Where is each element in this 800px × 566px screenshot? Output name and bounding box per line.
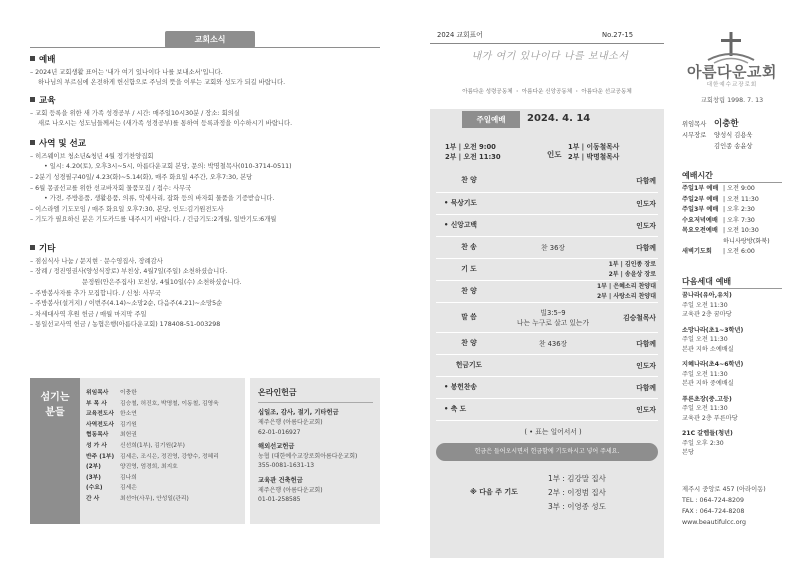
section-bullet-icon (30, 140, 35, 145)
worship-order-leader (623, 303, 656, 332)
online-offering-line: 제주은행 (아름다운교회) (258, 486, 323, 494)
worship-time-name: 주일2부 예배 (682, 195, 719, 203)
worship-order-row (436, 236, 658, 258)
worship-time-row (682, 237, 770, 248)
news-header: 교회소식 (165, 31, 255, 48)
worship-order-row (436, 420, 658, 442)
worship-time-row (682, 184, 770, 195)
worship-order-label: • 신앙고백 (444, 220, 477, 229)
worship-order-detail (496, 303, 610, 332)
news-line: – 2분기 성경필구40일/ 4.23(화)~5.14(화), 매주 화요일 4주간, 오후7:30, 본당 (30, 174, 253, 182)
address-line: 제주시 중앙로 457 (아라이동) (682, 486, 766, 493)
pastor-role: 위임목사 (682, 121, 707, 128)
next-gen-group-line: 주일 오전 11:30 (682, 301, 728, 309)
news-line: – 이스라엘 기도모임 / 매주 화요일 오후7:30, 본당, 인도:김기원전도사 (30, 205, 224, 213)
next-gen-group-line: 본관 지하 소예배실 (682, 345, 734, 353)
worship-order-leader (636, 399, 656, 420)
worship-order-row (436, 354, 658, 376)
worship-order-label: • 축 도 (444, 404, 467, 413)
worship-order-row (436, 192, 658, 214)
worship-order-leader (636, 377, 656, 398)
elder-role: 시무장로 (682, 132, 707, 139)
staff-row (86, 420, 245, 431)
worship-order-leader (636, 170, 656, 192)
address-line: www.beautifulcc.org (682, 519, 747, 526)
worship-order-row (436, 280, 658, 302)
next-gen-group-title: 꿈나라(유아,유치) (682, 292, 732, 299)
news-section-title (30, 96, 380, 108)
worship-time-value: | 오전 6:00 (723, 248, 755, 255)
news-section-title (30, 55, 380, 67)
leader-1: 1부 | 이동철목사 (568, 143, 620, 151)
staff-names: 김승철, 허진호, 박명철, 이동철, 김영욱 (120, 400, 219, 407)
worship-order-detail (496, 399, 610, 420)
staff-names: 김세은 (120, 485, 137, 492)
next-prayer-label: ※ 다음 주 기도 (470, 488, 518, 496)
worship-order-detail-line: 빌3:5–9 (540, 308, 566, 317)
staff-role: 성 가 사 (86, 442, 107, 449)
worship-times-title: 예배시간 (682, 171, 713, 180)
address-line: FAX : 064-724-8208 (682, 508, 745, 515)
worship-order-leader-line: 2부 | 송윤상 장로 (608, 270, 656, 278)
worship-time-value: | 오후 7:30 (723, 216, 755, 224)
next-gen-group-line: 본관 지하 중예배실 (682, 380, 734, 387)
worship-order-leader (597, 281, 656, 302)
worship-order-leader-line: 다함께 (636, 243, 656, 252)
next-prayer-1: 1부 : 김강말 집사 (548, 474, 606, 483)
worship-order-label: 찬 양 (461, 338, 477, 347)
next-gen-group-line: 본당 (682, 449, 694, 456)
elders-line-1: 양성식 김용욱 (714, 132, 753, 139)
staff-row (86, 483, 245, 494)
staff-role: 부 목 사 (86, 400, 107, 407)
news-section-title (30, 139, 380, 151)
news-line: – 차세대사역 후원 헌금 / 매월 마지막 주일 (30, 310, 147, 318)
section-bullet-icon (30, 56, 35, 61)
staff-row (86, 388, 245, 399)
staff-names: 김세은, 조시은, 정진영, 강향수, 정혜리 (120, 453, 219, 460)
online-offering-groups (258, 409, 380, 510)
pastor-info (682, 119, 753, 152)
online-offering-divider (258, 402, 373, 403)
news-section (30, 139, 380, 226)
worship-order-row (436, 332, 658, 354)
next-gen-title: 다음세대 예배 (682, 277, 732, 286)
news-line: – 점심식사 나눔 / 문지현 · 문수영집사, 장례감사 (30, 257, 163, 265)
staff-label-line2: 분들 (45, 407, 65, 418)
next-gen-group-title: 지혜나라(초4~6학년) (682, 361, 744, 368)
worship-order-leader-line: 다함께 (636, 177, 656, 185)
worship-order-leader-line: 인도자 (636, 199, 656, 208)
news-section-title-text: 교육 (39, 96, 56, 106)
news-line: 문정원(안은주집사) 모친상, 4월10일(수) 소천하셨습니다. (82, 279, 242, 287)
worship-order-detail (496, 421, 610, 442)
leader-2: 2부 | 박명철목사 (568, 153, 620, 161)
online-offering-line: 제주은행 (아름다운교회) (258, 419, 323, 426)
worship-order-detail (496, 377, 610, 398)
worship-order-detail (496, 333, 610, 354)
worship-time-row (682, 205, 770, 216)
news-line: – 주방봉사(설거지) / 이번주(4.14)~소망2순, 다음주(4.21)~소망5순 (30, 300, 223, 308)
worship-time-row (682, 195, 770, 206)
staff-row (86, 473, 245, 484)
worship-time-name: 새벽기도회 (682, 248, 712, 255)
worship-order-leader (636, 215, 656, 236)
worship-order-leader-line: 인도자 (636, 361, 656, 370)
worship-order-label: 찬 양 (461, 286, 477, 295)
staff-role: 반주 (1부) (86, 453, 115, 460)
worship-order-label: 기 도 (461, 264, 477, 273)
staff-row (86, 430, 245, 441)
worship-order-leader-line: 인도자 (636, 221, 656, 230)
news-section-title (30, 244, 380, 256)
year-motto: 내가 여기 있나이다 나를 보내소서 (471, 51, 629, 62)
next-gen-group-line: 주일 오전 11:30 (682, 336, 728, 343)
staff-names: 최헌권 (120, 432, 137, 439)
church-denomination: 대한예수교장로회 (706, 82, 758, 88)
staff-names: 한소연 (120, 411, 137, 418)
news-line: – 장례 / 정진영권사(양성식장로) 부친상, 4월7일(주일) 소천하셨습니다. (30, 268, 228, 276)
worship-order-label: • 봉헌찬송 (444, 382, 477, 391)
church-name: 아름다운교회 (687, 63, 777, 81)
worship-order-leader (636, 333, 656, 354)
spacer (258, 505, 380, 511)
church-cross-logo-icon (706, 30, 756, 64)
staff-names: 최선아(사무), 안성일(관리) (120, 495, 189, 502)
online-offering-title: 온라인헌금 (258, 388, 297, 397)
worship-order-label: 찬 송 (461, 242, 477, 251)
worship-order-detail (496, 193, 610, 214)
worship-order (436, 170, 658, 442)
online-offering-group-title: 교육관 건축헌금 (258, 476, 303, 484)
online-offering-line: 농협 (대한예수교장로회아름다운교회) (258, 452, 358, 460)
worship-order-label: 헌금기도 (455, 360, 483, 369)
next-gen-group-line: 주일 오전 11:30 (682, 405, 728, 412)
news-line: – 히즈웨이브 청소년&청년 4월 정기찬양집회 (30, 152, 154, 160)
church-address (682, 484, 766, 528)
section-bullet-icon (30, 97, 35, 102)
staff-role: (3부) (86, 474, 101, 481)
news-line: – 교회 등록을 위한 새 가족 성경공부 / 시간: 매주일10시30분 / 장소: 회의실 (30, 109, 240, 117)
next-gen-group-line: 주일 오전 11:30 (682, 370, 728, 378)
staff-role: (수요) (86, 485, 103, 492)
worship-order-label: • 묵상기도 (444, 198, 477, 207)
worship-order-row (436, 376, 658, 398)
news-section (30, 55, 380, 89)
worship-order-detail-line: 나는 누구로 살고 있는가 (516, 318, 590, 327)
next-gen-group-title: 소망나라(초1~3학년) (682, 326, 744, 334)
news-section-title-text: 예배 (39, 55, 56, 65)
worship-order-detail (496, 215, 610, 236)
worship-time-row (682, 226, 770, 237)
next-gen-list (682, 291, 743, 464)
worship-time-value: | 오전 9:00 (723, 185, 755, 192)
news-section-title-text: 기타 (39, 244, 56, 254)
staff-list (80, 378, 245, 524)
news-line: • 가전, 주방용품, 생활용품, 의류, 악세사리, 잡화 등의 바자회 물품을 기증받습니다. (44, 195, 275, 203)
worship-time-row (682, 247, 770, 258)
worship-order-row (436, 258, 658, 280)
staff-row (86, 409, 245, 420)
worship-time-value: | 오전 10:30 (723, 227, 759, 234)
worship-time-name: 수요저녁예배 (682, 216, 718, 224)
news-line: • 일시: 4.20(토), 오후3시~5시, 아름다운교회 본당, 문의: 박명철목사(010-3714-0511) (44, 163, 292, 171)
elders-line-2: 김인종 송윤상 (714, 143, 753, 150)
pastor-name: 이충한 (714, 119, 739, 129)
next-gen-group-title: 푸른초장(중.고등) (682, 395, 732, 403)
worship-order-leader-line: 다함께 (636, 383, 656, 392)
online-offering-group-title: 십일조, 감사, 절기, 기타헌금 (258, 409, 339, 417)
worship-time-value: | 오전 11:30 (723, 195, 759, 203)
staff-role: 협동목사 (86, 432, 109, 439)
church-pillars: 아름다운 성령공동체 ・ 아름다운 신앙공동체 ・ 아름다운 선교공동체 (462, 89, 632, 95)
next-gen-group-line: 교육관 2층 꿈마당 (682, 311, 732, 318)
staff-row (86, 494, 245, 505)
worship-order-row (436, 214, 658, 236)
staff-role: 위임목사 (86, 390, 109, 396)
church-founded: 교회창립 1998. 7. 13 (700, 97, 764, 104)
staff-names: 김기원 (120, 421, 137, 428)
worship-order-leader-line: 김승철목사 (623, 313, 656, 322)
service-tab: 주일예배 (462, 111, 520, 128)
next-gen-group-title: 21C 갈렙들(청년) (682, 430, 733, 437)
worship-times-list (682, 184, 770, 258)
center-divider (430, 43, 664, 44)
staff-row (86, 462, 245, 473)
news-line: – 2024년 교회생활 표어는 '내가 여기 있나이다 나를 보내소서'입니다. (30, 68, 223, 76)
next-prayer-2: 2부 : 이정범 집사 (548, 488, 606, 497)
worship-order-detail-line: 찬 436장 (538, 339, 568, 348)
staff-row (86, 399, 245, 410)
staff-role: 사역전도사 (86, 421, 114, 428)
worship-order-detail (496, 259, 610, 280)
news-line: – 기도가 필요하신 분은 기도카드를 내주시기 바랍니다. / 긴급기도:2개월, 일반기도:6개월 (30, 216, 277, 224)
address-line: TEL : 064-724-8209 (682, 497, 745, 504)
year-motto-label: 2024 교회표어 (437, 31, 483, 39)
staff-names: 김나희 (120, 474, 137, 481)
staff-names: 양진영, 엄경희, 최지호 (120, 464, 178, 471)
worship-order-row (436, 170, 658, 192)
next-gen-divider (682, 288, 782, 289)
worship-order-detail-line: 찬 36장 (541, 243, 565, 252)
news-line: 하나님의 부르심에 온전하게 헌신함으로 주님의 뜻을 이루는 교회와 성도가 되길 바랍니다. (38, 79, 286, 87)
online-offering-line: 62-01-016927 (258, 428, 301, 436)
worship-time-row (682, 216, 770, 227)
online-offering-group-title: 해외선교헌금 (258, 443, 295, 450)
news-divider (30, 47, 380, 48)
news-section-title-text: 사역 및 선교 (39, 139, 86, 149)
staff-names: 이충한 (120, 390, 137, 396)
news-line: 새로 나오시는 성도님들께서는 (새가족 성경공부)를 통하여 등록과정을 이수하시기 바랍니다. (38, 120, 293, 128)
online-offering-box (250, 378, 380, 524)
section-bullet-icon (30, 245, 35, 250)
staff-row (86, 441, 245, 452)
worship-order-detail (496, 355, 610, 376)
next-gen-group-line: 교육관 2층 푸른마당 (682, 414, 738, 422)
online-offering-line: 355-0081-1631-13 (258, 462, 315, 470)
staff-label (30, 378, 80, 524)
worship-order-leader (609, 259, 656, 280)
worship-order-row (436, 398, 658, 420)
news-section (30, 244, 380, 331)
online-offering-line: 01-01-258585 (258, 496, 301, 504)
worship-order-detail (496, 170, 610, 192)
worship-order-detail (496, 281, 610, 302)
worship-time-name: 주일3부 예배 (682, 206, 719, 213)
worship-time-value: 하니사랑방(화북) (723, 237, 770, 245)
staff-names: 신선희(1부), 김기원(2부) (120, 442, 185, 449)
staff-role: 간 사 (86, 495, 100, 502)
service-date: 2024. 4. 14 (527, 113, 591, 124)
staff-row (86, 452, 245, 463)
worship-order-row (436, 302, 658, 332)
worship-order-leader-line: 1부 | 은혜소리 찬양대 (596, 282, 656, 290)
worship-order-detail-line: ( • 표는 일어서서 ) (524, 427, 582, 436)
worship-order-label: 말 씀 (461, 312, 477, 321)
worship-order-leader (636, 355, 656, 376)
worship-order-label (444, 421, 494, 442)
next-prayer-list (548, 472, 606, 514)
worship-order-label: 찬 양 (461, 176, 477, 185)
worship-order-leader-line: 인도자 (636, 405, 656, 414)
news-line: – 통일선교사역 헌금 / 농협은행(아름다운교회) 178408-51-003298 (30, 321, 221, 329)
worship-order-leader (636, 193, 656, 214)
worship-order-leader (636, 237, 656, 258)
worship-time-name: 목요오전예배 (682, 227, 718, 234)
next-prayer-3: 3부 : 이영종 성도 (548, 502, 606, 511)
worship-time-name: 주일1부 예배 (682, 185, 719, 192)
staff-role: (2부) (86, 464, 101, 471)
news-section (30, 96, 380, 130)
spacer (682, 458, 743, 464)
worship-times-divider (682, 182, 782, 183)
service-time-2: 2부 | 오전 11:30 (445, 153, 501, 161)
worship-time-value: | 오후 2:30 (723, 206, 755, 213)
service-time-1: 1부 | 오전 9:00 (445, 143, 496, 151)
leaders (568, 142, 619, 162)
issue-number: No.27-15 (602, 31, 634, 39)
worship-order-leader-line: 1부 | 김인종 장로 (608, 260, 656, 268)
staff-role: 교육전도사 (86, 411, 114, 418)
worship-order-leader-line: 2부 | 사랑소리 찬양대 (596, 292, 656, 300)
service-times (445, 142, 501, 162)
offering-notice: 헌금은 들어오시면서 헌금함에 기도하시고 넣어 주세요. (436, 443, 658, 461)
next-gen-group-line: 주일 오후 2:30 (682, 439, 724, 447)
worship-order-detail (496, 237, 610, 258)
worship-order-leader-line: 다함께 (636, 339, 656, 348)
staff-label-line1: 섬기는 (40, 392, 70, 403)
news-line: – 주방봉사자를 추가 모집합니다. / 신청: 사무국 (30, 289, 161, 297)
news-line: – 6월 몽골선교를 위한 선교바자회 물품모집 / 접수: 사무국 (30, 184, 192, 192)
leader-label: 인도 (547, 150, 562, 159)
